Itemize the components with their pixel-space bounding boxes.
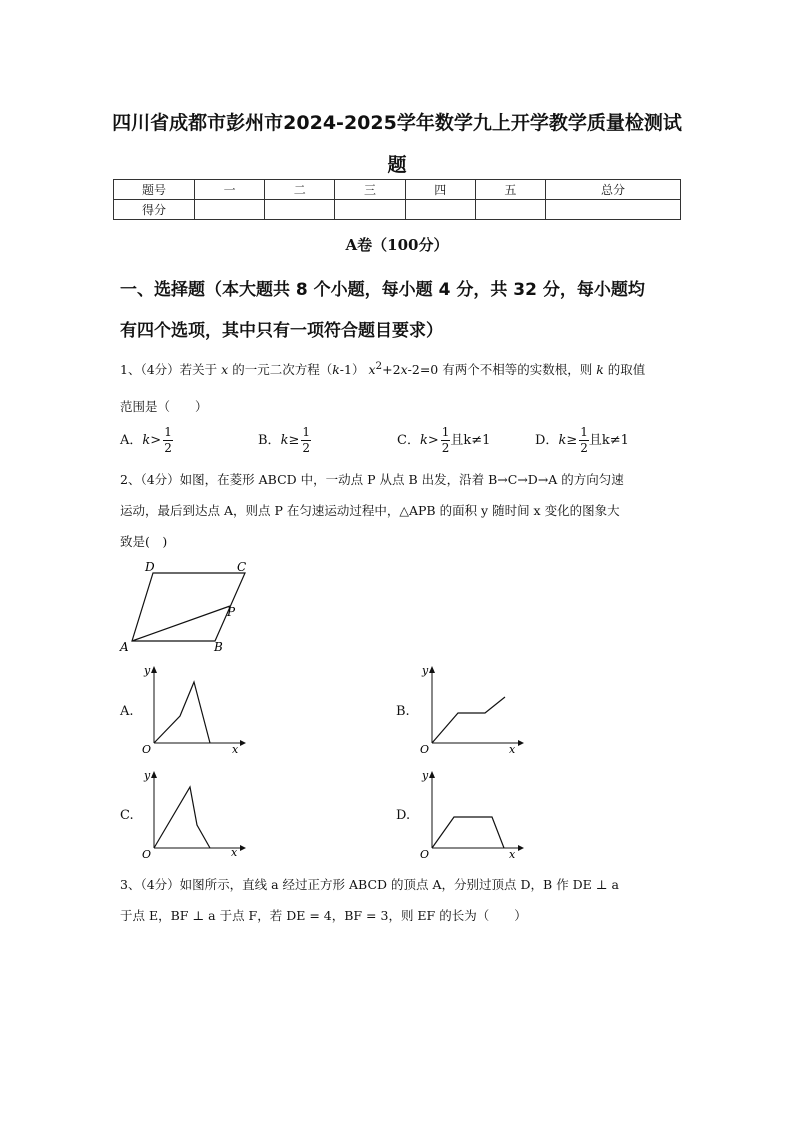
- q2-option-c-label[interactable]: C.: [120, 808, 134, 823]
- y-axis-label: y: [144, 664, 151, 677]
- score-header-cell: 总分: [546, 180, 681, 200]
- score-table-header-row: [114, 180, 681, 200]
- x-axis-label: x: [231, 846, 238, 859]
- x-axis-label: x: [509, 848, 516, 860]
- y-axis-label: y: [422, 769, 429, 782]
- vertex-label-d: D: [145, 560, 155, 574]
- q2-text-continued: 运动，最后到达点 A，则点 P 在匀速运动过程中，△APB 的面积 y 随时间 x 变化的图象大: [120, 503, 620, 518]
- y-axis-arrow: [429, 771, 435, 778]
- vertex-label-b: B: [214, 640, 223, 654]
- q2-option-b-graph[interactable]: [418, 660, 528, 755]
- origin-label: O: [420, 743, 430, 755]
- graph-curve: [154, 787, 210, 848]
- y-axis-arrow: [151, 666, 157, 673]
- x-axis-arrow: [518, 740, 524, 746]
- score-cell[interactable]: [195, 200, 265, 220]
- score-table-score-row: [114, 200, 681, 220]
- y-axis-arrow: [151, 771, 157, 778]
- document-title: 四川省成都市彭州市2024-2025学年数学九上开学教学质量检测试: [112, 112, 682, 134]
- score-cell[interactable]: [335, 200, 405, 220]
- q1-option-d[interactable]: D．k≥ $\frac{1}{2}$ 且k≠1: [535, 425, 629, 455]
- q1-option-b[interactable]: B．k≥ $\frac{1}{2}$: [258, 425, 310, 455]
- q2-option-b-label[interactable]: B.: [396, 704, 410, 719]
- score-header-cell: 三: [335, 180, 405, 200]
- score-cell[interactable]: [546, 200, 681, 220]
- score-cell[interactable]: [475, 200, 545, 220]
- origin-label: O: [142, 743, 152, 755]
- score-cell[interactable]: [265, 200, 335, 220]
- x-axis-label: x: [509, 743, 516, 755]
- q2-option-a-graph[interactable]: [140, 660, 250, 755]
- graph-curve: [432, 697, 505, 743]
- section-heading: 一、选择题（本大题共 8 个小题，每小题 4 分，共 32 分，每小题均: [120, 280, 645, 300]
- x-axis-arrow: [240, 740, 246, 746]
- q3-text: 3、（4分）如图所示，直线 a 经过正方形 ABCD 的顶点 A，分别过顶点 D，B 作 DE ⊥ a: [120, 877, 619, 892]
- q2-option-d-graph[interactable]: [418, 765, 528, 860]
- q2-option-a-label[interactable]: A.: [120, 704, 134, 719]
- q2-option-d-label[interactable]: D.: [396, 808, 411, 823]
- x-axis-label: x: [232, 743, 239, 755]
- y-axis-label: y: [422, 664, 429, 677]
- q1-text: 1、（4分）若关于 x 的一元二次方程（k-1） $x^2+2x-2=0$ 有两个不相等的实数根，则 k 的取值: [120, 360, 646, 378]
- q2-option-c-graph[interactable]: [140, 765, 250, 860]
- y-axis-label: y: [144, 769, 151, 782]
- q1-option-c[interactable]: C．k> $\frac{1}{2}$ 且k≠1: [397, 425, 491, 455]
- y-axis-arrow: [429, 666, 435, 673]
- q1-option-a[interactable]: A．k> $\frac{1}{2}$: [120, 425, 172, 455]
- score-header-cell: 四: [405, 180, 475, 200]
- score-header-cell: 一: [195, 180, 265, 200]
- x-axis-arrow: [240, 845, 246, 851]
- score-header-cell: 题号: [114, 180, 195, 200]
- point-label-p: P: [227, 605, 236, 619]
- graph-curve: [432, 817, 504, 848]
- score-header-cell: 二: [265, 180, 335, 200]
- q2-text-continued: 致是( ): [120, 534, 168, 549]
- score-row-label: 得分: [114, 200, 195, 220]
- vertex-label-c: C: [237, 560, 247, 574]
- score-table: [113, 179, 681, 220]
- origin-label: O: [420, 848, 430, 860]
- q3-text-continued: 于点 E，BF ⊥ a 于点 F，若 DE = 4，BF = 3，则 EF 的长为（ ）: [120, 908, 527, 923]
- document-title-continued: 题: [387, 154, 407, 176]
- x-axis-arrow: [518, 845, 524, 851]
- score-header-cell: 五: [475, 180, 545, 200]
- q2-text: 2、（4分）如图，在菱形 ABCD 中，一动点 P 从点 B 出发，沿着 B→C→D→A 的方向匀速: [120, 472, 624, 487]
- vertex-label-a: A: [120, 640, 129, 654]
- rhombus-figure: [110, 555, 270, 655]
- section-heading-continued: 有四个选项，其中只有一项符合题目要求）: [120, 321, 443, 341]
- graph-curve: [154, 682, 210, 743]
- segment-ap: [132, 606, 230, 641]
- volume-heading: A卷（100分）: [345, 236, 449, 254]
- score-cell[interactable]: [405, 200, 475, 220]
- q1-text-continued: 范围是（ ）: [120, 399, 208, 414]
- origin-label: O: [142, 848, 152, 860]
